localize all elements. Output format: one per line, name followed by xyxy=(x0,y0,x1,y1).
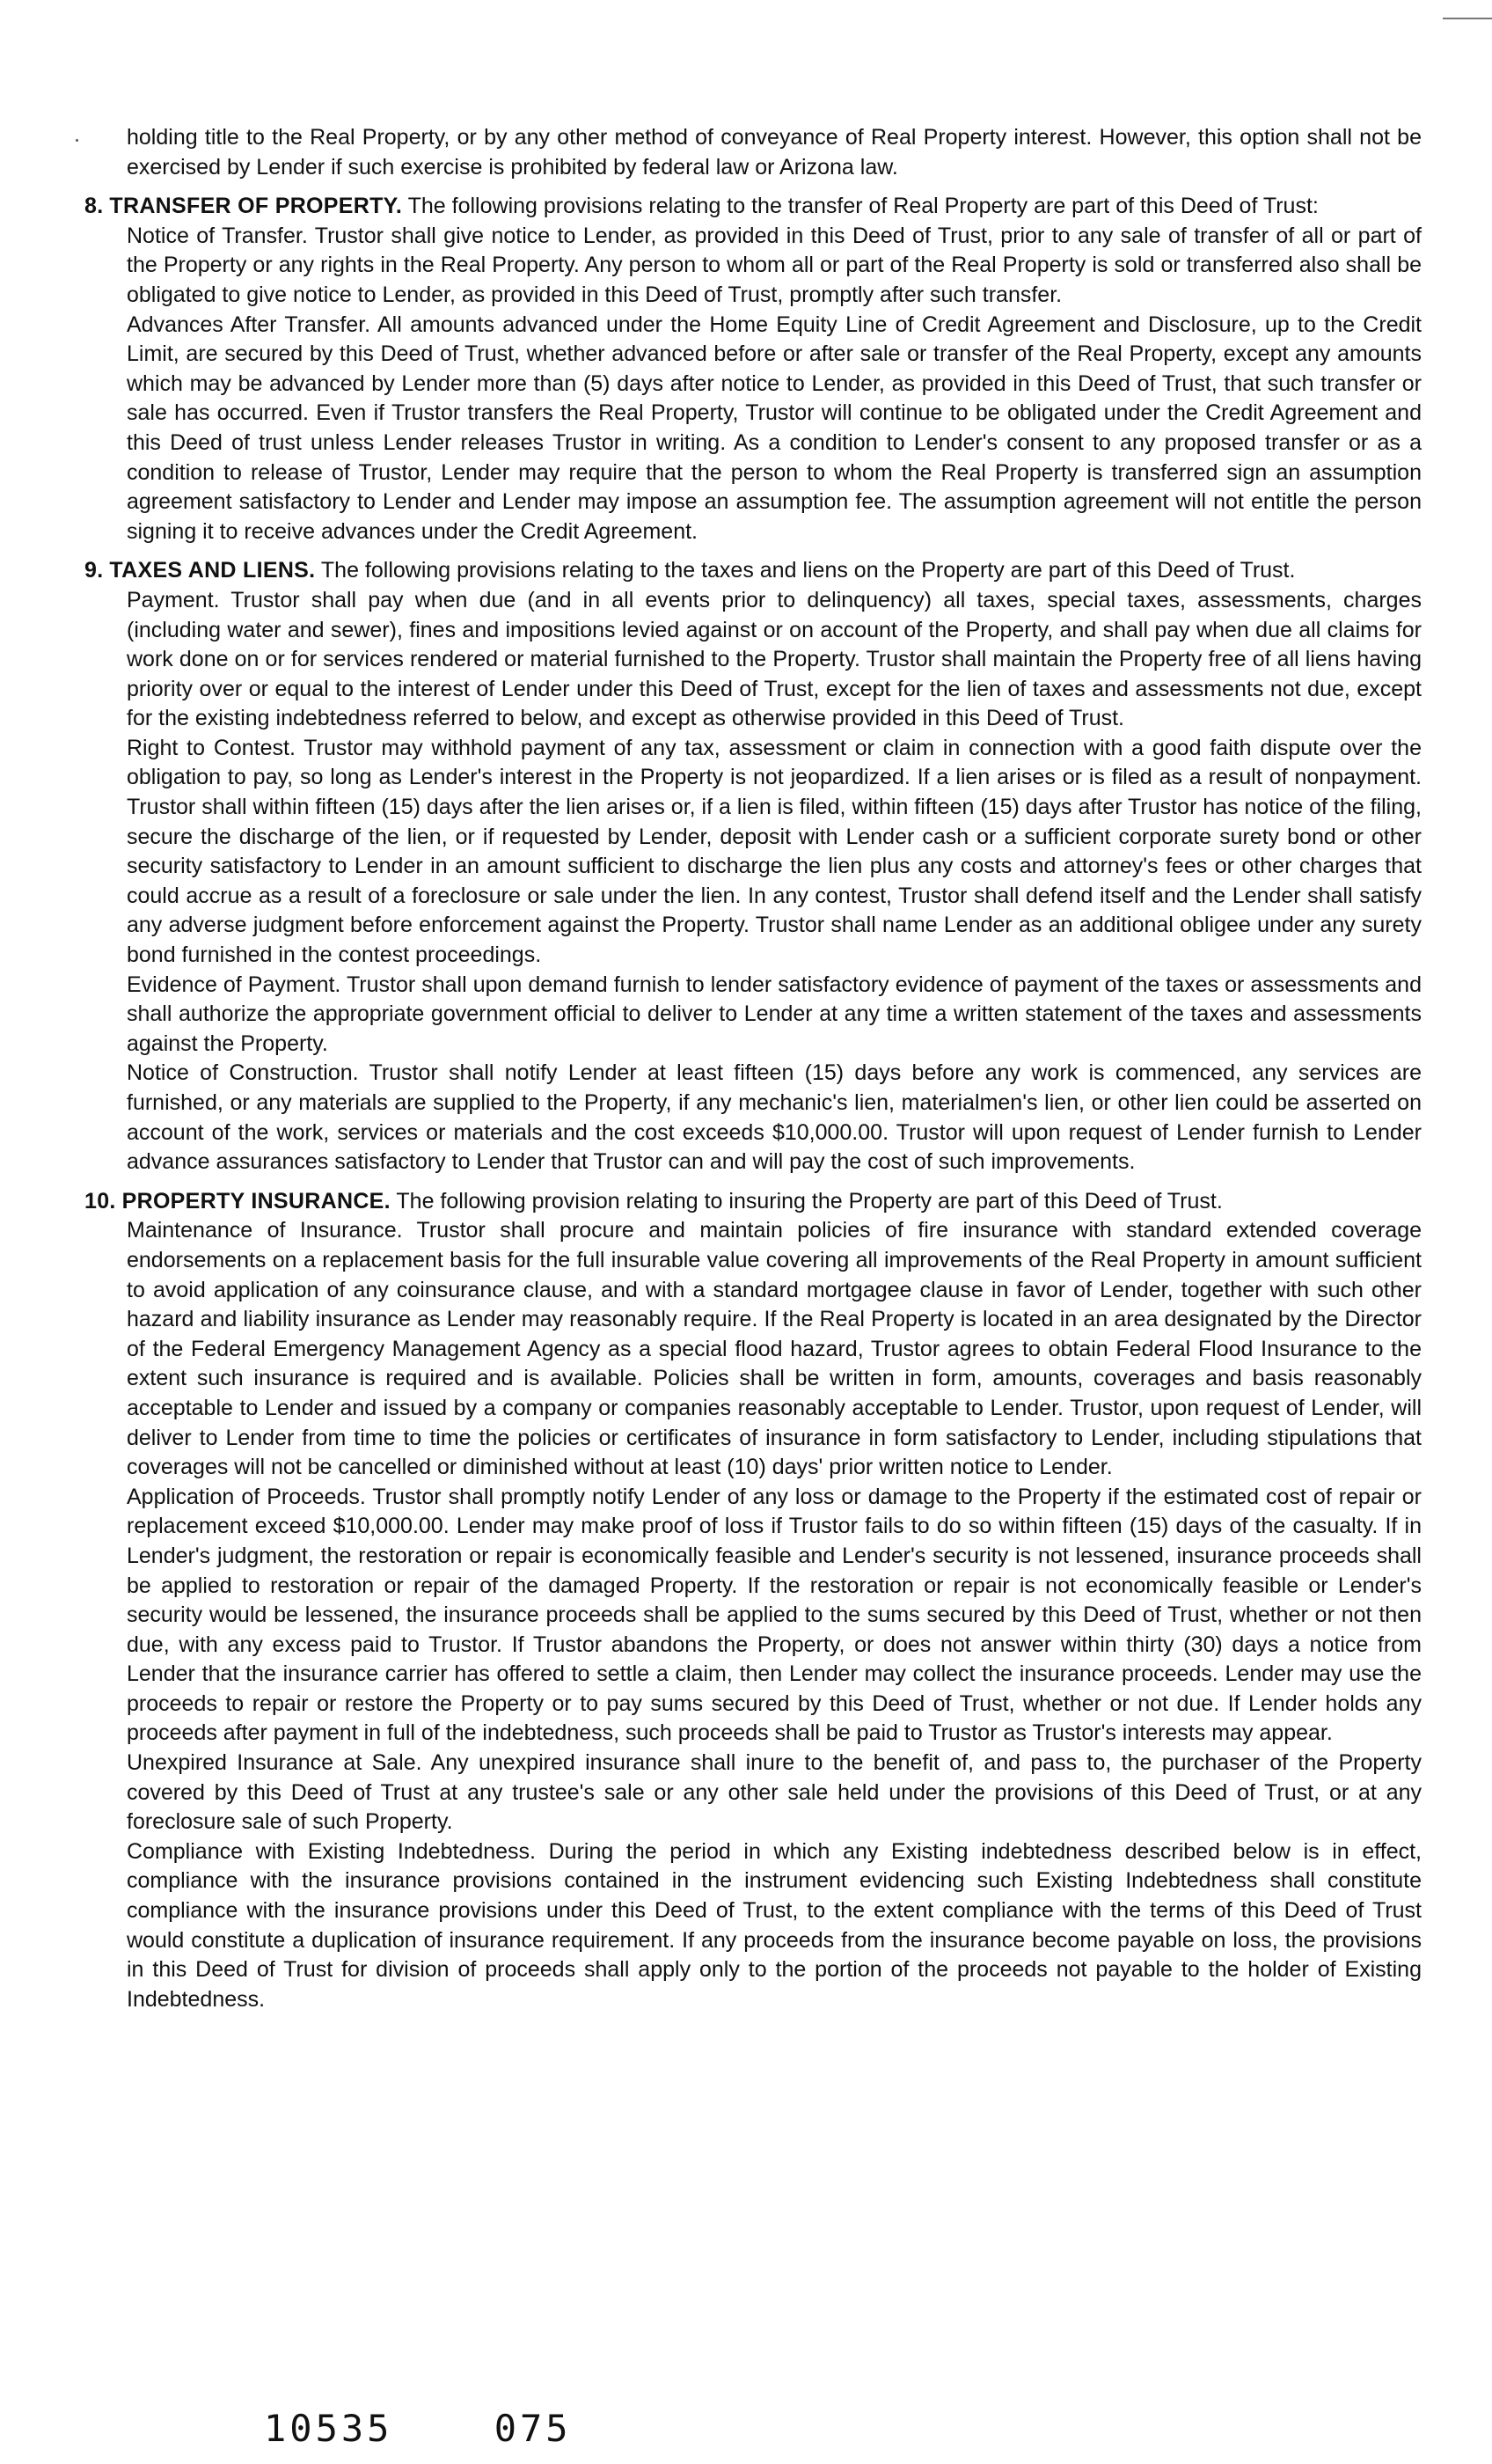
notice-of-transfer-paragraph: Notice of Transfer. Trustor shall give notice to Lender, as provided in this Deed of Trust, prior to any sale of transfer of all or part of the Property or any rights in the Real Property. Any person to whom all or part of the Real Property is sold or transferred also shall be obligated to give notice to Lender, as provided in this Deed of Trust, promptly after such transfer. xyxy=(127,223,1422,307)
section-number: 10. xyxy=(84,1188,116,1214)
notice-of-construction-paragraph: Notice of Construction. Trustor shall notify Lender at least fifteen (15) days before any work is commenced, any services are furnished, or any materials are supplied to the Property, if any mechanic's lien, materialmen's lien, or other lien could be asserted on account of the work, services or materials and the cost exceeds $10,000.00. Trustor will upon request of Lender furnish to Lender advance assurances satisfactory to Lender that Trustor can and will pay the cost of such improvements. xyxy=(127,1060,1422,1175)
recording-numbers xyxy=(264,2407,572,2450)
section-number: 8. xyxy=(84,194,104,219)
compliance-existing-indebtedness-paragraph: Compliance with Existing Indebtedness. During the period in which any Existing indebtedness described below is in effect, compliance with the insurance provisions contained in the instrument evidencing such Existing Indebtedness shall constitute compliance with the insurance provisions under this Deed of Trust, to the extent compliance with the terms of this Deed of Trust would constitute a duplication of insurance requirement. If any proceeds from the insurance become payable on loss, the provisions in this Deed of Trust for division of proceeds shall apply only to the portion of the proceeds not payable to the holder of Existing Indebtedness. xyxy=(127,1838,1422,2012)
intro-paragraph: holding title to the Real Property, or by any other method of conveyance of Real Property interest. However, this option shall not be exercised by Lender if such exercise is prohibited by federal law or Arizona law. xyxy=(127,125,1422,180)
section-lead: The following provisions relating to the taxes and liens on the Property are part of this Deed of Trust. xyxy=(320,558,1296,583)
section-lead: The following provisions relating to the transfer of Real Property are part of this Deed of Trust: xyxy=(407,194,1319,219)
section-title: TRANSFER OF PROPERTY. xyxy=(109,194,403,219)
payment-paragraph: Payment. Trustor shall pay when due (and in all events prior to delinquency) all taxes, special taxes, assessments, charges (including water and sewer), fines and impositions levied against or on account of the Property, and shall pay when due all claims for work done on or for services rendered or material furnished to the Property. Trustor shall maintain the Property free of all liens having priority over or equal to the interest of Lender under this Deed of Trust, except for the lien of taxes and assessments not due, except for the existing indebtedness referred to below, and except as otherwise provided in this Deed of Trust. xyxy=(127,587,1422,731)
section-9-heading xyxy=(84,556,1422,586)
scan-speck xyxy=(76,139,78,142)
section-lead: The following provision relating to insuring the Property are part of this Deed of Trust. xyxy=(396,1188,1223,1214)
unexpired-insurance-paragraph: Unexpired Insurance at Sale. Any unexpired insurance shall inure to the benefit of, and pass to, the purchaser of the Property covered by this Deed of Trust at any trustee's sale or any other sale held under the provisions of this Deed of Trust, or at any foreclosure sale of such Property. xyxy=(127,1750,1422,1835)
recording-page-number: 075 xyxy=(494,2407,572,2450)
section-title: TAXES AND LIENS. xyxy=(109,558,316,583)
application-of-proceeds-paragraph: Application of Proceeds. Trustor shall promptly notify Lender of any loss or damage to the Property if the estimated cost of repair or replacement exceed $10,000.00. Lender may make proof of loss if Trustor fails to do so within fifteen (15) days of the casualty. If in Lender's judgment, the restoration or repair is economically feasible and Lender's security is not lessened, insurance proceeds shall be applied to restoration or repair of the damaged Property. If the restoration or repair is not economically feasible or Lender's security would be lessened, the insurance proceeds shall be applied to the sums secured by this Deed of Trust, whether or not then due, with any excess paid to Trustor. If Trustor abandons the Property, or does not answer within thirty (30) days a notice from Lender that the insurance carrier has offered to settle a claim, then Lender may collect the insurance proceeds. Lender may use the proceeds to repair or restore the Property or to pay sums secured by this Deed of Trust, whether or not due. If Lender holds any proceeds after payment in full of the indebtedness, such proceeds shall be paid to Trustor as Trustor's interests may appear. xyxy=(127,1484,1422,1746)
maintenance-of-insurance-paragraph: Maintenance of Insurance. Trustor shall procure and maintain policies of fire insurance with standard extended coverage endorsements on a replacement basis for the full insurable value covering all improvements of the Real Property in amount sufficient to avoid application of any coinsurance clause, and with a standard mortgagee clause in favor of Lender, together with such other hazard and liability insurance as Lender may reasonably require. If the Real Property is located in an area designated by the Director of the Federal Emergency Management Agency as a special flood hazard, Trustor agrees to obtain Federal Flood Insurance to the extent such insurance is required and is available. Policies shall be written in form, amounts, coverages and basis reasonably acceptable to Lender and issued by a company or companies reasonably acceptable to Lender. Trustor, upon request of Lender, will deliver to Lender from time to time the policies or certificates of insurance in form satisfactory to Lender, including stipulations that coverages will not be cancelled or diminished without at least (10) days' prior written notice to Lender. xyxy=(127,1218,1422,1480)
recording-book-number: 10535 xyxy=(264,2407,393,2450)
right-to-contest-paragraph: Right to Contest. Trustor may withhold payment of any tax, assessment or claim in connection with a good faith dispute over the obligation to pay, so long as Lender's interest in the Property is not jeopardized. If a lien arises or is filed as a result of nonpayment. Trustor shall within fifteen (15) days after the lien arises or, if a lien is filed, within fifteen (15) days after Trustor has notice of the filing, secure the discharge of the lien, or if requested by Lender, deposit with Lender cash or a sufficient corporate surety bond or other security satisfactory to Lender in an amount sufficient to discharge the lien plus any costs and attorney's fees or other charges that could accrue as a result of a foreclosure or sale under the lien. In any contest, Trustor shall defend itself and the Lender shall satisfy any adverse judgment before enforcement against the Property. Trustor shall name Lender as an additional obligee under any surety bond furnished in the contest proceedings. xyxy=(127,735,1422,968)
section-number: 9. xyxy=(84,558,104,583)
corner-scan-mark xyxy=(1443,18,1492,19)
section-8-heading xyxy=(84,192,1422,222)
section-title: PROPERTY INSURANCE. xyxy=(121,1188,391,1214)
document-body xyxy=(84,123,1422,2014)
evidence-of-payment-paragraph: Evidence of Payment. Trustor shall upon demand furnish to lender satisfactory evidence of payment of the taxes or assessments and shall authorize the appropriate government official to deliver to Lender at any time a written statement of the taxes and assessments against the Property. xyxy=(127,972,1422,1056)
advances-after-transfer-paragraph: Advances After Transfer. All amounts advanced under the Home Equity Line of Credit Agreement and Disclosure, up to the Credit Limit, are secured by this Deed of Trust, whether advanced before or after sale or transfer of the Real Property, except any amounts which may be advanced by Lender more than (5) days after notice to Lender, as provided in this Deed of Trust, that such transfer or sale has occurred. Even if Trustor transfers the Real Property, Trustor will continue to be obligated under the Credit Agreement and this Deed of trust unless Lender releases Trustor in writing. As a condition to Lender's consent to any proposed transfer or as a condition to release of Trustor, Lender may require that the person to whom the Real Property is transferred sign an assumption agreement satisfactory to Lender and Lender may impose an assumption fee. The assumption agreement will not entitle the person signing it to receive advances under the Credit Agreement. xyxy=(127,312,1422,544)
section-10-heading xyxy=(84,1187,1422,1217)
